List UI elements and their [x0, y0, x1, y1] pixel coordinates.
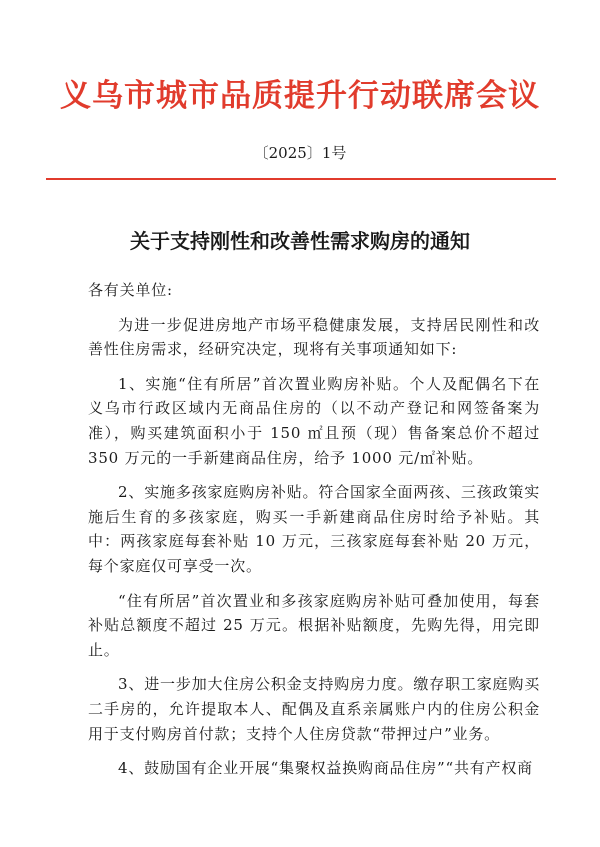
body-paragraph: “住有所居”首次置业和多孩家庭购房补贴可叠加使用，每套补贴总额度不超过 25 万元。根据补贴额度，先购先得，用完即止。: [88, 591, 540, 659]
document-number: 〔2025〕1号: [253, 144, 347, 162]
red-divider: [46, 178, 556, 180]
notice-body: [88, 278, 540, 781]
body-paragraph: 3、进一步加大住房公积金支持购房力度。缴存职工家庭购买二手房的，允许提取本人、配偶及直系亲属账户内的住房公积金用于支付购房首付款；支持个人住房贷款“带押过户”业务。: [88, 675, 540, 743]
body-paragraph: 1、实施“住有所居”首次置业购房补贴。个人及配偶名下在义乌市行政区域内无商品住房的（以不动产登记和网签备案为准），购买建筑面积小于 150 ㎡且预（现）售备案总价不超过 350 万元的一手新建商品住房，给予 1000 元/㎡补贴。: [88, 374, 540, 467]
issuer-title: 义乌市城市品质提升行动联席会议: [60, 78, 540, 114]
body-paragraph: 4、鼓励国有企业开展“集聚权益换购商品住房”“共有产权商: [118, 759, 533, 778]
salutation: 各有关单位:: [88, 281, 173, 299]
body-paragraph: 为进一步促进房地产市场平稳健康发展，支持居民刚性和改善性住房需求，经研究决定，现将有关事项通知如下:: [88, 315, 540, 359]
notice-title: 关于支持刚性和改善性需求购房的通知: [130, 229, 470, 253]
body-paragraph: 2、实施多孩家庭购房补贴。符合国家全面两孩、三孩政策实施后生育的多孩家庭，购买一手新建商品住房时给予补贴。其中：两孩家庭每套补贴 10 万元，三孩家庭每套补贴 20 万元，每个家庭仅可享受一次。: [88, 483, 540, 575]
